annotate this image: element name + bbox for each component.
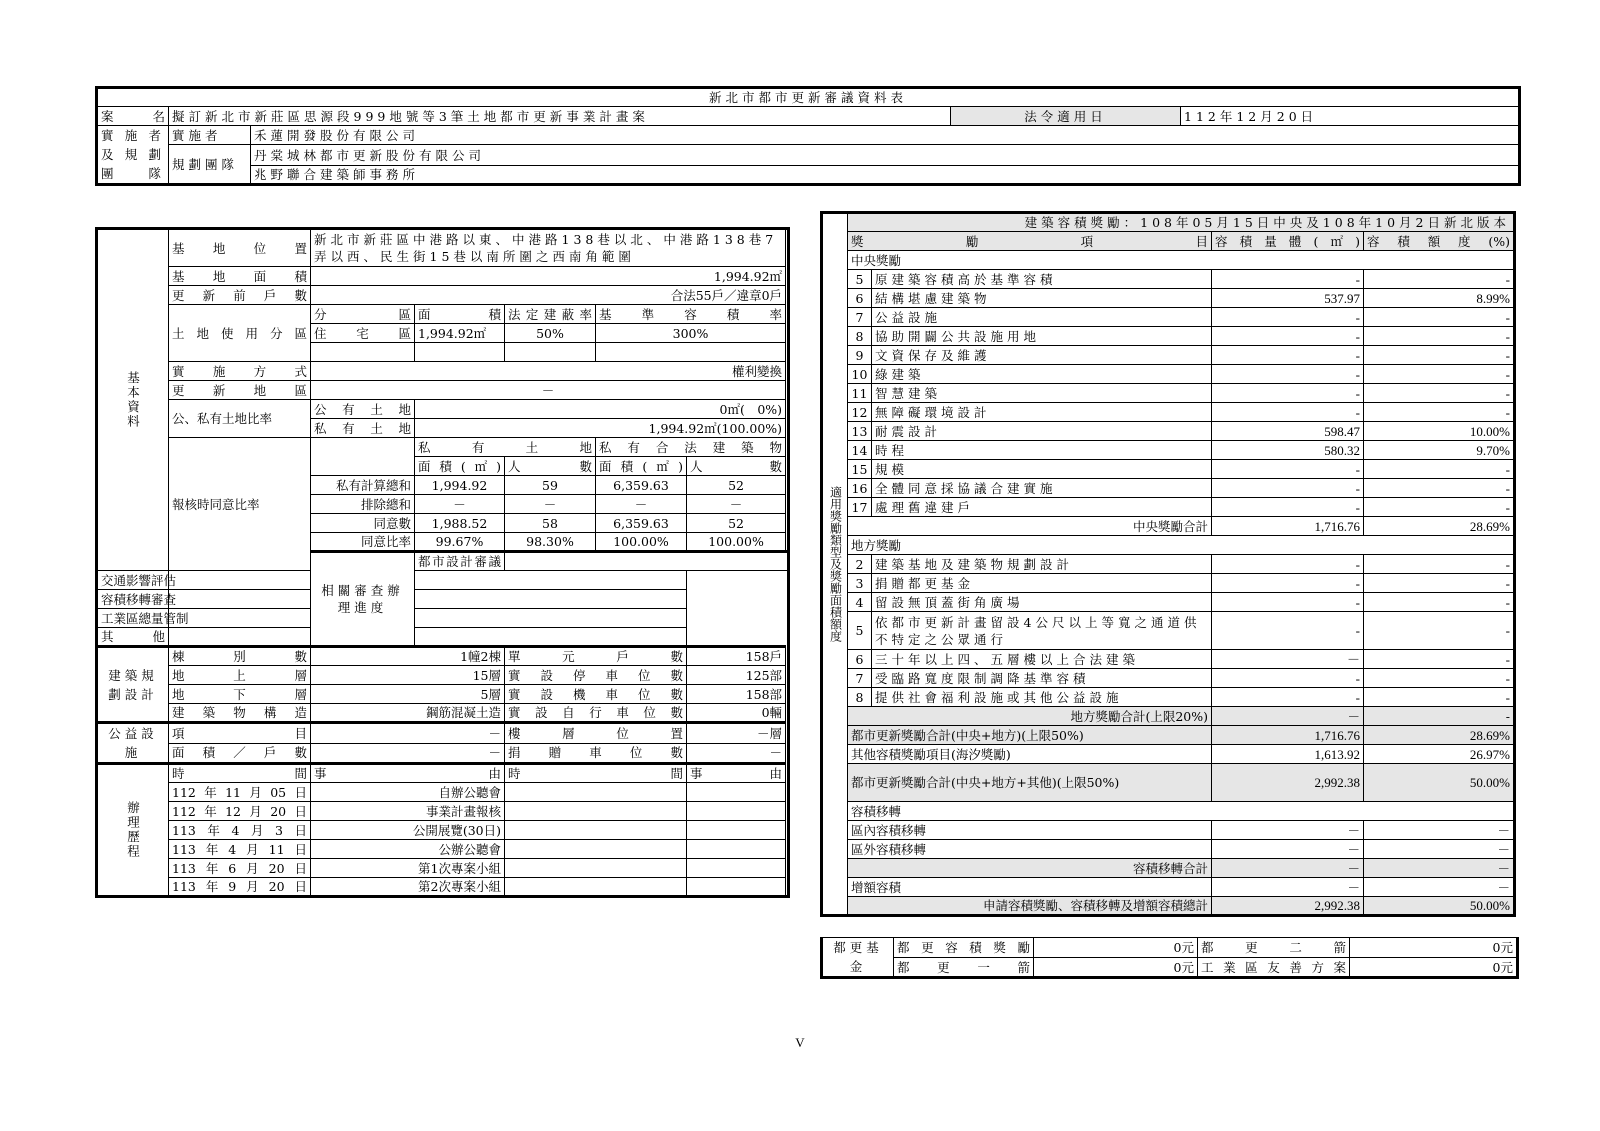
local-row bbox=[822, 650, 1515, 669]
case-info-table bbox=[95, 86, 1521, 186]
central-no: 10 bbox=[848, 365, 872, 384]
central-row bbox=[822, 460, 1515, 479]
facility-label: 捐贈車位數 bbox=[505, 743, 687, 764]
fund-item-label: 都更容積獎勵 bbox=[894, 938, 1034, 958]
basic-info-table bbox=[95, 227, 790, 898]
review-value bbox=[169, 590, 687, 609]
central-area: - bbox=[1212, 346, 1364, 365]
local-area: - bbox=[1212, 688, 1364, 707]
renewal-total-pct: 28.69% bbox=[1364, 726, 1515, 745]
all-total-area: 2,992.38 bbox=[1212, 764, 1364, 802]
fund-table bbox=[820, 937, 1519, 979]
consent-cell: 6,359.63 bbox=[596, 476, 687, 495]
central-pct: - bbox=[1364, 460, 1515, 479]
history-event: 公開展覽(30日) bbox=[311, 821, 505, 840]
central-no: 16 bbox=[848, 479, 872, 498]
fund-item-label: 工業區友善方案 bbox=[1198, 958, 1350, 978]
fund-item-label: 都更二箭 bbox=[1198, 938, 1350, 958]
planner-name-1: 丹棠城林都市更新股份有限公司 bbox=[251, 145, 1520, 166]
all-total-label: 都市更新獎勵合計(中央+地方+其他)(上限50%) bbox=[848, 764, 1212, 802]
method-value: 權利變換 bbox=[311, 362, 786, 381]
history-date: 113年4月11日 bbox=[169, 840, 311, 859]
central-pct: - bbox=[1364, 327, 1515, 346]
consent-sub-header: 人數 bbox=[687, 457, 786, 476]
central-row bbox=[822, 441, 1515, 460]
local-no: 7 bbox=[848, 669, 872, 688]
central-row bbox=[822, 479, 1515, 498]
history-section-label: 辦理歷程 bbox=[97, 764, 169, 897]
facility-value: － bbox=[311, 743, 505, 764]
local-pct: - bbox=[1364, 688, 1515, 707]
central-pct: 8.99% bbox=[1364, 289, 1515, 308]
households-label: 更新前戶數 bbox=[169, 286, 311, 305]
team-label: 實施者及規劃團隊 bbox=[97, 126, 169, 185]
facility-value: －層 bbox=[687, 723, 786, 744]
central-pct: - bbox=[1364, 479, 1515, 498]
review-item: 都市設計審議 bbox=[415, 552, 505, 571]
consent-cell: 99.67% bbox=[415, 533, 505, 552]
review-value bbox=[169, 609, 687, 628]
landuse-zone: 住宅區 bbox=[311, 324, 415, 343]
local-name: 捐贈都更基金 bbox=[872, 574, 1212, 593]
central-name: 無障礙環境設計 bbox=[872, 403, 1212, 422]
local-row bbox=[822, 669, 1515, 688]
transfer-label: 容積移轉 bbox=[848, 802, 1515, 821]
building-value: 158部 bbox=[687, 685, 786, 704]
consent-cell: 100.00% bbox=[687, 533, 786, 552]
transfer-pct: － bbox=[1364, 821, 1515, 840]
grand-total-pct: 50.00% bbox=[1364, 897, 1515, 916]
consent-cell: 98.30% bbox=[505, 533, 596, 552]
transfer-item: 區內容積移轉 bbox=[848, 821, 1212, 840]
transfer-area: － bbox=[1212, 840, 1364, 859]
local-row bbox=[822, 555, 1515, 574]
central-row bbox=[822, 289, 1515, 308]
transfer-total-area: － bbox=[1212, 859, 1364, 878]
central-area: 537.97 bbox=[1212, 289, 1364, 308]
central-no: 12 bbox=[848, 403, 872, 422]
central-row bbox=[822, 346, 1515, 365]
central-row bbox=[822, 270, 1515, 289]
all-total-pct: 50.00% bbox=[1364, 764, 1515, 802]
consent-sub-header: 人數 bbox=[505, 457, 596, 476]
central-area: - bbox=[1212, 365, 1364, 384]
increase-label: 增額容積 bbox=[848, 878, 1212, 897]
building-value: 125部 bbox=[687, 666, 786, 685]
review-value bbox=[505, 552, 789, 571]
central-pct: - bbox=[1364, 498, 1515, 517]
consent-row-label: 私有計算總和 bbox=[311, 476, 415, 495]
case-name: 擬訂新北市新莊區思源段999地號等3筆土地都市更新事業計畫案 bbox=[169, 107, 951, 126]
central-no: 5 bbox=[848, 270, 872, 289]
facility-label: 樓層位置 bbox=[505, 723, 687, 744]
building-label: 實設自行車位數 bbox=[505, 704, 687, 723]
planner-label: 規劃團隊 bbox=[169, 145, 251, 185]
renewal-area-value: － bbox=[311, 381, 786, 400]
local-area: - bbox=[1212, 612, 1364, 650]
consent-cell: 58 bbox=[505, 514, 596, 533]
consent-cell: 1,994.92 bbox=[415, 476, 505, 495]
grand-total-area: 2,992.38 bbox=[1212, 897, 1364, 916]
landuse-header: 面積 bbox=[415, 305, 505, 324]
public-facility-section-label: 公益設施 bbox=[97, 723, 169, 764]
bonus-header: 容積額度(%) bbox=[1364, 232, 1515, 251]
consent-cell: － bbox=[415, 495, 505, 514]
transfer-item: 區外容積移轉 bbox=[848, 840, 1212, 859]
local-row bbox=[822, 612, 1515, 650]
central-row bbox=[822, 308, 1515, 327]
central-row bbox=[822, 422, 1515, 441]
history-event: 自辦公聽會 bbox=[311, 783, 505, 802]
consent-group-header: 私有合法建築物 bbox=[596, 438, 786, 457]
basic-section-label: 基本資料 bbox=[97, 229, 169, 571]
central-no: 17 bbox=[848, 498, 872, 517]
other-bonus-label: 其他容積獎勵項目(海汐獎勵) bbox=[848, 745, 1212, 764]
bonus-header: 容積量體(㎡) bbox=[1212, 232, 1364, 251]
local-pct: - bbox=[1364, 669, 1515, 688]
central-row bbox=[822, 384, 1515, 403]
central-row bbox=[822, 498, 1515, 517]
consent-row-label: 同意比率 bbox=[311, 533, 415, 552]
implementer-name: 禾蓮開發股份有限公司 bbox=[251, 126, 1520, 145]
central-pct: 10.00% bbox=[1364, 422, 1515, 441]
central-no: 9 bbox=[848, 346, 872, 365]
central-name: 耐震設計 bbox=[872, 422, 1212, 441]
local-pct: - bbox=[1364, 650, 1515, 669]
renewal-total-area: 1,716.76 bbox=[1212, 726, 1364, 745]
local-no: 3 bbox=[848, 574, 872, 593]
building-label: 建築物構造 bbox=[169, 704, 311, 723]
other-bonus-area: 1,613.92 bbox=[1212, 745, 1364, 764]
local-name: 受臨路寬度限制調降基準容積 bbox=[872, 669, 1212, 688]
consent-sub-header: 面積(㎡) bbox=[596, 457, 687, 476]
consent-label: 報核時同意比率 bbox=[169, 438, 311, 571]
renewal-area-label: 更新地區 bbox=[169, 381, 311, 400]
local-name: 三十年以上四、五層樓以上合法建築 bbox=[872, 650, 1212, 669]
building-value: 5層 bbox=[311, 685, 505, 704]
local-no: 8 bbox=[848, 688, 872, 707]
central-name: 處理舊違建戶 bbox=[872, 498, 1212, 517]
review-item: 工業區總量管制 bbox=[97, 609, 169, 628]
bonus-title: 建築容積獎勵：108年05月15日中央及108年10月2日新北版本 bbox=[848, 213, 1515, 232]
central-name: 協助開闢公共設施用地 bbox=[872, 327, 1212, 346]
review-value bbox=[169, 571, 687, 590]
local-bonus-label: 地方獎勵 bbox=[848, 536, 1515, 555]
transfer-total-label: 容積移轉合計 bbox=[848, 859, 1212, 878]
central-area: - bbox=[1212, 498, 1364, 517]
history-event: 事業計畫報核 bbox=[311, 802, 505, 821]
consent-cell: 100.00% bbox=[596, 533, 687, 552]
central-pct: - bbox=[1364, 308, 1515, 327]
local-name: 建築基地及建築物規劃設計 bbox=[872, 555, 1212, 574]
history-date: 113年6月20日 bbox=[169, 859, 311, 878]
local-area: － bbox=[1212, 650, 1364, 669]
central-row bbox=[822, 403, 1515, 422]
fund-item-value: 0元 bbox=[1350, 938, 1518, 958]
bonus-table bbox=[820, 211, 1516, 917]
private-land-label: 私有土地 bbox=[311, 419, 415, 438]
bonus-side-label: 適用獎勵類型及獎勵面積額度 bbox=[822, 213, 848, 916]
area-label: 基地面積 bbox=[169, 267, 311, 286]
building-label: 單元戶數 bbox=[505, 647, 687, 666]
building-label: 地下層 bbox=[169, 685, 311, 704]
landuse-header: 基準容積率 bbox=[596, 305, 786, 324]
building-label: 實設停車位數 bbox=[505, 666, 687, 685]
method-label: 實施方式 bbox=[169, 362, 311, 381]
local-area: - bbox=[1212, 593, 1364, 612]
fund-label: 都更基金 bbox=[822, 938, 894, 978]
case-name-label: 案 名 bbox=[97, 107, 169, 126]
building-value: 15層 bbox=[311, 666, 505, 685]
local-total-label: 地方獎勵合計(上限20%) bbox=[848, 707, 1212, 726]
central-area: - bbox=[1212, 479, 1364, 498]
location-value: 新北市新莊區中港路以東、中港路138巷以北、中港路138巷7弄以西、民生街15巷以南所圍之西南角範圍 bbox=[311, 229, 786, 267]
local-row bbox=[822, 688, 1515, 707]
facility-value: － bbox=[311, 723, 505, 744]
local-pct: - bbox=[1364, 612, 1515, 650]
building-value: 鋼筋混凝土造 bbox=[311, 704, 505, 723]
consent-cell: － bbox=[596, 495, 687, 514]
consent-row-label: 排除總和 bbox=[311, 495, 415, 514]
landuse-header: 法定建蔽率 bbox=[505, 305, 596, 324]
central-pct: - bbox=[1364, 270, 1515, 289]
fund-item-value: 0元 bbox=[1034, 958, 1198, 978]
central-name: 原建築容積高於基準容積 bbox=[872, 270, 1212, 289]
area-value: 1,994.92㎡ bbox=[311, 267, 786, 286]
history-header: 事由 bbox=[687, 764, 786, 783]
increase-pct: － bbox=[1364, 878, 1515, 897]
review-value bbox=[169, 628, 687, 647]
central-no: 15 bbox=[848, 460, 872, 479]
review-section-label: 相關審查辦理進度 bbox=[311, 552, 415, 647]
bonus-header: 獎勵項目 bbox=[848, 232, 1212, 251]
central-row bbox=[822, 327, 1515, 346]
local-area: - bbox=[1212, 555, 1364, 574]
central-no: 8 bbox=[848, 327, 872, 346]
building-label: 實設機車位數 bbox=[505, 685, 687, 704]
review-item: 交通影響評估 bbox=[97, 571, 169, 590]
central-pct: - bbox=[1364, 346, 1515, 365]
building-label: 棟別數 bbox=[169, 647, 311, 666]
law-date-label: 法令適用日 bbox=[951, 107, 1181, 126]
local-pct: - bbox=[1364, 593, 1515, 612]
history-date: 113年4月3日 bbox=[169, 821, 311, 840]
history-date: 113年9月20日 bbox=[169, 878, 311, 897]
central-name: 規模 bbox=[872, 460, 1212, 479]
public-land-label: 公有土地 bbox=[311, 400, 415, 419]
local-no: 5 bbox=[848, 612, 872, 650]
private-land-value: 1,994.92㎡(100.00%) bbox=[415, 419, 786, 438]
history-header: 事由 bbox=[311, 764, 505, 783]
local-row bbox=[822, 593, 1515, 612]
grand-total-label: 申請容積獎勵、容積移轉及增額容積總計 bbox=[848, 897, 1212, 916]
history-header: 時間 bbox=[505, 764, 687, 783]
consent-cell: 6,359.63 bbox=[596, 514, 687, 533]
central-area: - bbox=[1212, 403, 1364, 422]
facility-value: － bbox=[687, 743, 786, 764]
landuse-label: 土地使用分區 bbox=[169, 305, 311, 362]
building-section-label: 建築規劃設計 bbox=[97, 647, 169, 723]
landuse-coverage: 50% bbox=[505, 324, 596, 343]
transfer-area: － bbox=[1212, 821, 1364, 840]
central-area: 580.32 bbox=[1212, 441, 1364, 460]
landuse-area: 1,994.92㎡ bbox=[415, 324, 505, 343]
transfer-pct: － bbox=[1364, 840, 1515, 859]
landuse-far: 300% bbox=[596, 324, 786, 343]
central-bonus-label: 中央獎勵 bbox=[848, 251, 1515, 270]
local-total-area: － bbox=[1212, 707, 1364, 726]
local-no: 4 bbox=[848, 593, 872, 612]
central-name: 結構堪慮建築物 bbox=[872, 289, 1212, 308]
central-pct: - bbox=[1364, 384, 1515, 403]
local-name: 依都市更新計畫留設4公尺以上等寬之通道供不特定之公眾通行 bbox=[872, 612, 1212, 650]
local-row bbox=[822, 574, 1515, 593]
consent-row-label: 同意數 bbox=[311, 514, 415, 533]
building-value: 158戶 bbox=[687, 647, 786, 666]
central-row bbox=[822, 365, 1515, 384]
document-title: 新北市都市更新審議資料表 bbox=[97, 88, 1520, 107]
consent-group-header: 私有土地 bbox=[415, 438, 596, 457]
facility-label: 項目 bbox=[169, 723, 311, 744]
planner-name-2: 兆野聯合建築師事務所 bbox=[251, 166, 1520, 185]
building-value: 1幢2棟 bbox=[311, 647, 505, 666]
local-no: 2 bbox=[848, 555, 872, 574]
central-area: - bbox=[1212, 460, 1364, 479]
fund-item-value: 0元 bbox=[1350, 958, 1518, 978]
history-event: 公辦公聽會 bbox=[311, 840, 505, 859]
transfer-total-pct: － bbox=[1364, 859, 1515, 878]
central-name: 智慧建築 bbox=[872, 384, 1212, 403]
history-date: 112年12月20日 bbox=[169, 802, 311, 821]
local-pct: - bbox=[1364, 555, 1515, 574]
central-name: 文資保存及維護 bbox=[872, 346, 1212, 365]
local-name: 留設無頂蓋街角廣場 bbox=[872, 593, 1212, 612]
consent-sub-header: 面積(㎡) bbox=[415, 457, 505, 476]
central-pct: 9.70% bbox=[1364, 441, 1515, 460]
history-date: 112年11月05日 bbox=[169, 783, 311, 802]
consent-cell: － bbox=[505, 495, 596, 514]
central-area: 598.47 bbox=[1212, 422, 1364, 441]
implementer-label: 實施者 bbox=[169, 126, 251, 145]
central-pct: - bbox=[1364, 365, 1515, 384]
review-item: 其他 bbox=[97, 628, 169, 647]
consent-cell: 1,988.52 bbox=[415, 514, 505, 533]
central-name: 時程 bbox=[872, 441, 1212, 460]
central-total-pct: 28.69% bbox=[1364, 517, 1515, 536]
consent-cell: 59 bbox=[505, 476, 596, 495]
law-date: 112年12月20日 bbox=[1181, 107, 1520, 126]
location-label: 基地位置 bbox=[169, 229, 311, 267]
review-item: 容積移轉審查 bbox=[97, 590, 169, 609]
central-name: 全體同意採協議合建實施 bbox=[872, 479, 1212, 498]
central-no: 14 bbox=[848, 441, 872, 460]
central-no: 13 bbox=[848, 422, 872, 441]
building-value: 0輛 bbox=[687, 704, 786, 723]
facility-label: 面積／戶數 bbox=[169, 743, 311, 764]
central-no: 7 bbox=[848, 308, 872, 327]
consent-cell: 52 bbox=[687, 476, 786, 495]
central-total-label: 中央獎勵合計 bbox=[848, 517, 1212, 536]
local-area: - bbox=[1212, 574, 1364, 593]
other-bonus-pct: 26.97% bbox=[1364, 745, 1515, 764]
page-number: V bbox=[795, 1035, 805, 1050]
central-name: 綠建築 bbox=[872, 365, 1212, 384]
fund-item-label: 都更一箭 bbox=[894, 958, 1034, 978]
history-event: 第1次專案小組 bbox=[311, 859, 505, 878]
fund-item-value: 0元 bbox=[1034, 938, 1198, 958]
central-pct: - bbox=[1364, 403, 1515, 422]
ownership-label: 公、私有土地比率 bbox=[169, 400, 311, 438]
history-header: 時間 bbox=[169, 764, 311, 783]
central-area: - bbox=[1212, 327, 1364, 346]
landuse-header: 分區 bbox=[311, 305, 415, 324]
public-land-value: 0㎡( 0%) bbox=[415, 400, 786, 419]
central-no: 11 bbox=[848, 384, 872, 403]
consent-cell: 52 bbox=[687, 514, 786, 533]
local-area: - bbox=[1212, 669, 1364, 688]
local-no: 6 bbox=[848, 650, 872, 669]
central-area: - bbox=[1212, 308, 1364, 327]
central-total-area: 1,716.76 bbox=[1212, 517, 1364, 536]
households-value: 合法55戶／違章0戶 bbox=[311, 286, 786, 305]
local-pct: - bbox=[1364, 574, 1515, 593]
central-name: 公益設施 bbox=[872, 308, 1212, 327]
central-area: - bbox=[1212, 270, 1364, 289]
local-total-pct: - bbox=[1364, 707, 1515, 726]
central-area: - bbox=[1212, 384, 1364, 403]
history-event: 第2次專案小組 bbox=[311, 878, 505, 897]
central-no: 6 bbox=[848, 289, 872, 308]
building-label: 地上層 bbox=[169, 666, 311, 685]
consent-cell: － bbox=[687, 495, 786, 514]
increase-area: － bbox=[1212, 878, 1364, 897]
local-name: 提供社會福利設施或其他公益設施 bbox=[872, 688, 1212, 707]
renewal-total-label: 都市更新獎勵合計(中央+地方)(上限50%) bbox=[848, 726, 1212, 745]
